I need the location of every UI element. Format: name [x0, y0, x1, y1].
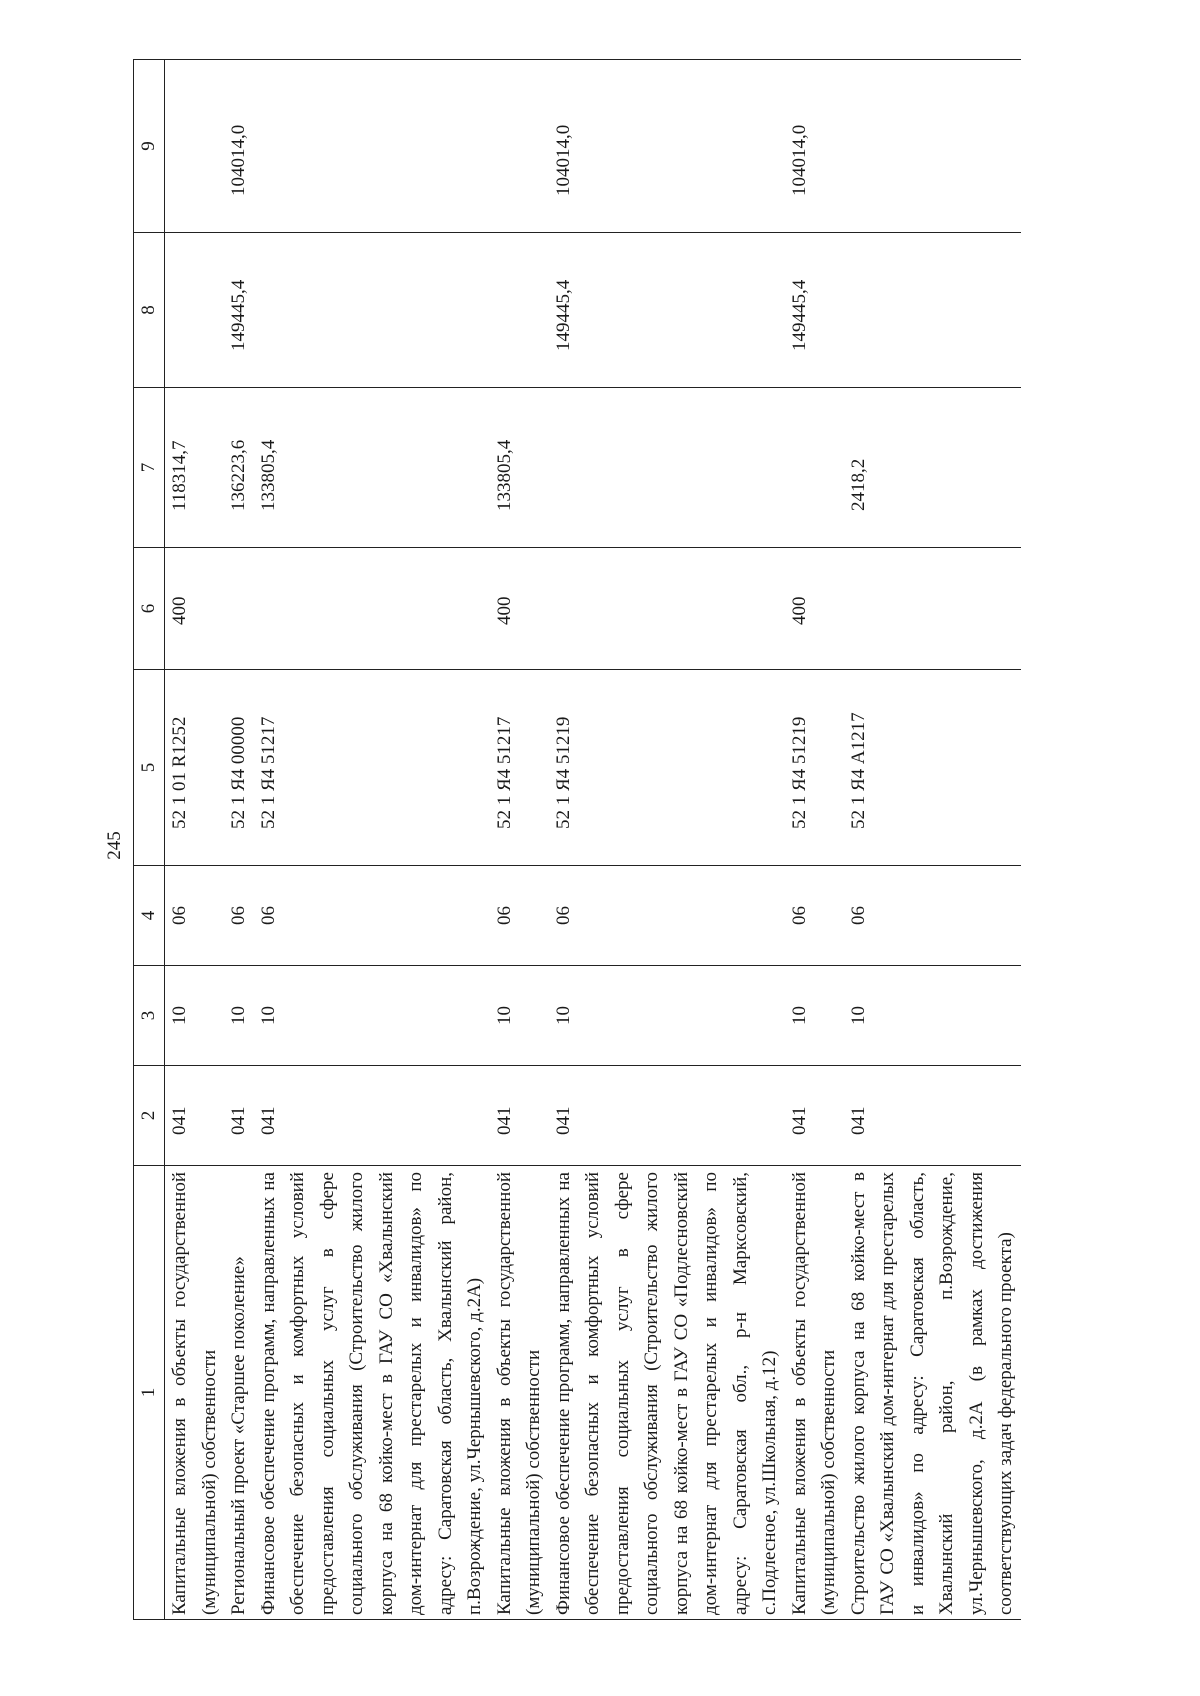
- cell-target-article: 52 1 Я4 51219: [785, 670, 844, 866]
- cell-target-article: 52 1 Я4 51219: [549, 670, 785, 866]
- table-row: [224, 60, 254, 1620]
- cell-amount-col7: 2418,2: [844, 388, 1021, 548]
- row-description: Строительство жилого корпуса на 68 койко-мест в ГАУ СО «Хвалынский дом-интернат для престарелых и инвалидов» по адресу: Саратовская область, Хвалынский район, п.Возрождение, ул.Чернышевского, д.2А (в рамках достижения соответствующих задач федерального проекта): [844, 1166, 1021, 1620]
- cell-target-article: 52 1 Я4 А1217: [844, 670, 1021, 866]
- cell-subsection: 06: [549, 866, 785, 966]
- cell-amount-col8: [165, 233, 225, 388]
- cell-amount-col7: 133805,4: [254, 388, 490, 548]
- cell-admin-code: 041: [224, 1066, 254, 1166]
- cell-amount-col9: [165, 60, 225, 233]
- cell-subsection: 06: [844, 866, 1021, 966]
- column-header: 7: [134, 388, 165, 548]
- rotated-table-wrapper: [133, 60, 1200, 1620]
- cell-expense-type: [844, 548, 1021, 670]
- cell-amount-col9: [490, 60, 549, 233]
- cell-expense-type: 400: [490, 548, 549, 670]
- cell-amount-col9: 104014,0: [549, 60, 785, 233]
- cell-amount-col7: 133805,4: [490, 388, 549, 548]
- header-row: [134, 60, 165, 1620]
- cell-subsection: 06: [490, 866, 549, 966]
- column-header: 5: [134, 670, 165, 866]
- cell-section: 10: [490, 966, 549, 1066]
- cell-target-article: 52 1 Я4 51217: [254, 670, 490, 866]
- column-header: 3: [134, 966, 165, 1066]
- cell-amount-col7: 136223,6: [224, 388, 254, 548]
- cell-amount-col9: [844, 60, 1021, 233]
- cell-admin-code: 041: [844, 1066, 1021, 1166]
- cell-section: 10: [785, 966, 844, 1066]
- cell-expense-type: 400: [165, 548, 225, 670]
- row-description: Капитальные вложения в объекты государственной (муниципальной) собственности: [165, 1166, 225, 1620]
- cell-target-article: 52 1 01 R1252: [165, 670, 225, 866]
- column-header: 4: [134, 866, 165, 966]
- cell-amount-col8: [490, 233, 549, 388]
- cell-section: 10: [844, 966, 1021, 1066]
- table-row: [254, 60, 490, 1620]
- cell-admin-code: 041: [549, 1066, 785, 1166]
- cell-subsection: 06: [165, 866, 225, 966]
- row-description: Финансовое обеспечение программ, направленных на обеспечение безопасных и комфортных условий предоставления социальных услуг в сфере социального обслуживания (Строительство жилого корпуса на 68 койко-мест в ГАУ СО «Подлесновский дом-интернат для престарелых и инвалидов» по адресу: Саратовская обл., р-н Марксовский, с.Подлесное, ул.Школьная, д.12): [549, 1166, 785, 1620]
- column-header: 1: [134, 1166, 165, 1620]
- budget-table: [133, 59, 1021, 1620]
- cell-admin-code: 041: [165, 1066, 225, 1166]
- cell-expense-type: [224, 548, 254, 670]
- cell-target-article: 52 1 Я4 51217: [490, 670, 549, 866]
- cell-target-article: 52 1 Я4 00000: [224, 670, 254, 866]
- table-row: [844, 60, 1021, 1620]
- cell-amount-col8: 149445,4: [224, 233, 254, 388]
- table-row: [785, 60, 844, 1620]
- cell-expense-type: [254, 548, 490, 670]
- cell-admin-code: 041: [254, 1066, 490, 1166]
- cell-amount-col9: [254, 60, 490, 233]
- column-header: 8: [134, 233, 165, 388]
- cell-amount-col8: 149445,4: [549, 233, 785, 388]
- table-row: [549, 60, 785, 1620]
- cell-amount-col7: [785, 388, 844, 548]
- cell-section: 10: [165, 966, 225, 1066]
- table-row: [165, 60, 225, 1620]
- row-description: Финансовое обеспечение программ, направленных на обеспечение безопасных и комфортных условий предоставления социальных услуг в сфере социального обслуживания (Строительство жилого корпуса на 68 койко-мест в ГАУ СО «Хвалынский дом-интернат для престарелых и инвалидов» по адресу: Саратовская область, Хвалынский район, п.Возрождение, ул.Чернышевского, д.2А): [254, 1166, 490, 1620]
- cell-expense-type: [549, 548, 785, 670]
- cell-section: 10: [549, 966, 785, 1066]
- row-description: Региональный проект «Старшее поколение»: [224, 1166, 254, 1620]
- cell-amount-col8: 149445,4: [785, 233, 844, 388]
- row-description: Капитальные вложения в объекты государственной (муниципальной) собственности: [785, 1166, 844, 1620]
- cell-subsection: 06: [785, 866, 844, 966]
- cell-subsection: 06: [254, 866, 490, 966]
- column-header: 2: [134, 1066, 165, 1166]
- cell-section: 10: [224, 966, 254, 1066]
- cell-amount-col7: 118314,7: [165, 388, 225, 548]
- cell-amount-col8: [844, 233, 1021, 388]
- cell-amount-col8: [254, 233, 490, 388]
- cell-amount-col7: [549, 388, 785, 548]
- cell-amount-col9: 104014,0: [785, 60, 844, 233]
- cell-admin-code: 041: [785, 1066, 844, 1166]
- page-number: 245: [103, 831, 125, 860]
- cell-subsection: 06: [224, 866, 254, 966]
- table-row: [490, 60, 549, 1620]
- column-header: 6: [134, 548, 165, 670]
- cell-admin-code: 041: [490, 1066, 549, 1166]
- cell-amount-col9: 104014,0: [224, 60, 254, 233]
- cell-expense-type: 400: [785, 548, 844, 670]
- row-description: Капитальные вложения в объекты государственной (муниципальной) собственности: [490, 1166, 549, 1620]
- cell-section: 10: [254, 966, 490, 1066]
- column-header: 9: [134, 60, 165, 233]
